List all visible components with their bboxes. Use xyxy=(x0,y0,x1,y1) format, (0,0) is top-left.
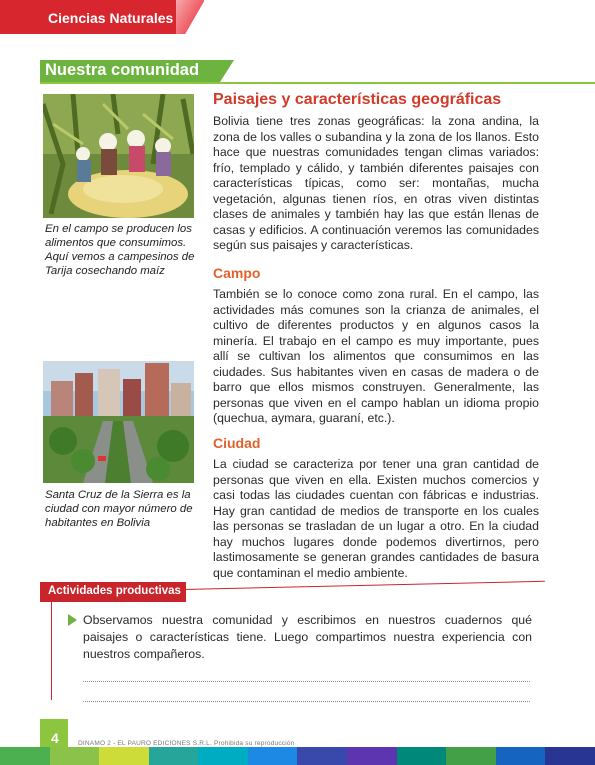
footer-color-segment xyxy=(99,747,149,765)
activities-text: Observamos nuestra comunidad y escribimos en nuestros cuadernos qué paisajes o características tiene. Luego compartimos nuestra experiencia con nuestros compañeros. xyxy=(83,613,532,661)
footer-color-segment xyxy=(545,747,595,765)
ciudad-heading: Ciudad xyxy=(213,435,261,451)
campo-paragraph: También se lo conoce como zona rural. En el campo, las actividades más comunes son la crianza de animales, el cultivo de diferentes productos y en algunos casos la minería. El trabajo en el campo es muy importante, pues allí se cultivan los alimentos que consumimos en las ciudades. Sus habitantes viven en casas de madera o de barro que ellos mismos construyen. Generalmente, las personas que viven en el campo hablan un idioma propio (quechua, aymara, guaraní, etc.). xyxy=(213,287,539,425)
intro-paragraph: Bolivia tiene tres zonas geográficas: la zona andina, la zona de los valles o subandina y la zona de los llanos. Esto hace que nuestras comunidades tengan climas variados: frío, templado y cálido, y también diferentes paisajes con características típicas, como ser: montañas, mucha vegetación, algunas tienen ríos, en otras viven distintas clases de animales y también hay las que están llenas de casas y edificios. A continuación veremos las comunidades según sus paisajes y características. xyxy=(213,114,539,252)
footer-color-segment xyxy=(496,747,546,765)
page-number: 4 xyxy=(51,730,59,746)
section-title: Nuestra comunidad xyxy=(45,61,200,79)
footer-credit: DINAMO 2 - EL PAURO EDICIONES S.R.L. Prohibida su reproducción xyxy=(78,740,295,747)
footer-color-segment xyxy=(248,747,298,765)
footer-color-segment xyxy=(297,747,347,765)
footer-color-segment xyxy=(149,747,199,765)
footer-color-segment xyxy=(198,747,248,765)
corn-harvest-photo xyxy=(43,94,194,218)
footer-color-segment xyxy=(446,747,496,765)
campo-heading: Campo xyxy=(213,265,261,281)
subject-title: Ciencias Naturales xyxy=(48,10,174,26)
answer-line[interactable] xyxy=(83,701,530,702)
footer-color-segment xyxy=(50,747,100,765)
main-heading: Paisajes y características geográficas xyxy=(213,91,502,108)
footer-color-bar xyxy=(0,747,595,765)
corn-harvest-caption: En el campo se producen los alimentos que consumimos. Aquí vemos a campesinos de Tarija cosechando maíz xyxy=(45,223,195,277)
footer-color-segment xyxy=(0,747,50,765)
activities-side-rule xyxy=(51,600,52,700)
bullet-arrow-icon xyxy=(68,614,77,626)
answer-line[interactable] xyxy=(83,681,530,682)
subject-band-fold xyxy=(176,0,204,34)
footer-color-segment xyxy=(397,747,447,765)
section-rule xyxy=(40,82,595,84)
city-caption: Santa Cruz de la Sierra es la ciudad con mayor número de habitantes en Bolivia xyxy=(45,489,193,529)
footer-color-segment xyxy=(347,747,397,765)
city-photo xyxy=(43,361,194,483)
ciudad-paragraph: La ciudad se caracteriza por tener una gran cantidad de personas que viven en ella. Existen muchos comercios y casi todas las ciudades cuentan con fábricas e industrias. Hay gran cantidad de medios de transporte en los cuales las personas se trasladan de un lugar a otro. En la ciudad hay muchos lugares donde podemos divertirnos, pero lastimosamente se generan grandes cantidades de basura que contaminan el medio ambiente. xyxy=(213,457,539,580)
activities-title: Actividades productivas xyxy=(48,585,181,597)
